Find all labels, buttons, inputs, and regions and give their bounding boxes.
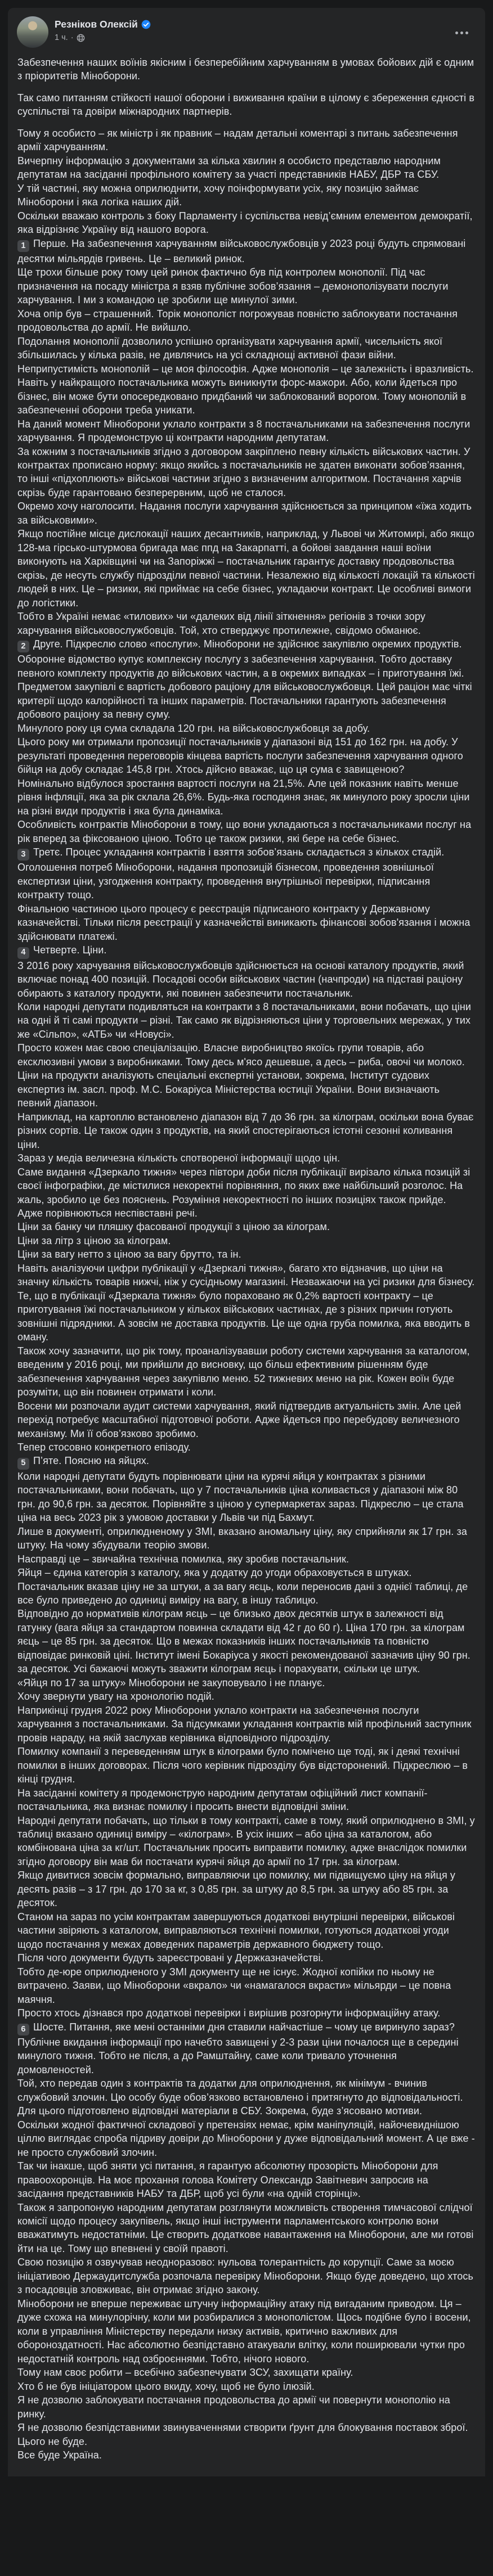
post-paragraph — [17, 182, 476, 209]
post-paragraph — [17, 417, 476, 445]
post-paragraph — [17, 1814, 476, 1869]
paragraph-text: Так чи інакше, щоб зняти усі питання, я гарантую абсолютну прозорість Міноборони для правоохоронців. На моє прохання голова Комітету Олександр Завітневич запросив на засідання представників НАБУ та ДБР, щоб усі були «на одній сторінці». — [17, 2160, 438, 2200]
post-paragraph — [17, 1344, 476, 1399]
paragraph-text: Хоча опір був – страшенний. Торік монополіст погрожував повністю заблокувати постачання продовольства до армії. Не вийшло. — [17, 308, 458, 334]
post-paragraph — [17, 1248, 476, 1261]
keycap-number-icon: 6 — [17, 2024, 29, 2035]
post-paragraph — [17, 1151, 476, 1165]
paragraph-text: Те, що в публікації «Дзеркала тижня» було пораховано як 0,2% вартості контракту – це приготування їжі постачальником у кількох військових частинах, де з різних причин готують зовнішні підрядники. А зовсім не доставка продуктів. Це ще одна груба помилка, яка вводить в оману. — [17, 1290, 470, 1343]
post-paragraph — [17, 2159, 476, 2200]
post-paragraph — [17, 1399, 476, 1440]
post-paragraph — [17, 1676, 476, 1690]
paragraph-text: Народні депутати побачать, що тільки в тому контракті, саме в тому, який оприлюднено в ЗМІ, у таблиці вказано одиниці виміру – «кілограм». В усіх інших – або ціна за каталогом, або комбінована ціна за кг/шт. Постачальник просить виправити помилку, адже внаслідок помилки згідно договору він мав би постачати курячі яйця до армії по 17 грн. за кілограм. — [17, 1814, 475, 1867]
post-menu-button[interactable] — [451, 27, 473, 39]
post-paragraph — [17, 237, 476, 266]
paragraph-text: Четверте. Ціни. — [33, 944, 107, 956]
paragraph-text: На засіданні комітету я продемонструю народним депутатам офіційний лист компанії-постачальника, яка визнає помилку і просить внести відповідні зміни. — [17, 1787, 428, 1813]
post-paragraph — [17, 2077, 476, 2118]
paragraph-text: Адже порівнюються неспівставні речі. — [17, 1208, 198, 1219]
paragraph-text: Подолання монополії дозволило успішно організувати харчування армії, чисельність якої збільшилась у кілька разів, не дивлячись на усі складнощі активної фази війни. — [17, 335, 443, 361]
post-meta — [55, 33, 151, 42]
verified-badge-icon — [141, 20, 151, 29]
paragraph-text: Я не дозволю безпідставними звинуваченнями створити ґрунт для блокування поставок зброї. — [17, 2422, 468, 2434]
paragraph-text: Відповідно до нормативів кілограм яєць – це близько двох десятків штук в залежності від гатунку (вага яйця за стандартом повинна складати від 42 г до 60 г). Ціна 170 грн. за кілограм яєць – це 85 грн. за десяток. Що в межах показників інших постачальників та повністю відповідає ринковій ціні. Інститут імені Бокаріуса у якості рекомендованої зазначив ціну 90 грн. за десяток. Усі бажаючі можуть зважити кілограм яєць і порахувати, скільки це штук. — [17, 1608, 470, 1675]
paragraph-text: Свою позицію я озвучував неодноразово: нульова толерантність до корупції. Саме за моєю ініціативою Держаудитслужба розпочала перевірку Міноборони. Якщо буде доведено, що хтось з посадовців зловживає, він отримає згідно закону. — [17, 2257, 473, 2296]
post-paragraph — [17, 845, 476, 902]
post-paragraph — [17, 1965, 476, 2006]
globe-icon — [77, 34, 85, 42]
post-header — [8, 8, 485, 52]
paragraph-text: Якщо дивитися зовсім формально, виправляючи цю помилку, ми підвищуємо ціну на яйця у десять разів – з 17 грн. до 170 за кг, з 0,85 грн. за штуку до 8,5 грн. за штуку або 85 грн. за десяток. — [17, 1870, 456, 1909]
post-paragraph — [17, 1262, 476, 1289]
paragraph-text: «Яйця по 17 за штуку» Міноборони не закуповувало і не планує. — [17, 1677, 325, 1688]
post-paragraph — [17, 2393, 476, 2421]
paragraph-text: Вичерпну інформацію з документами за кілька хвилин я особисто представлю народним депутатам на засіданні профільного комітету за участі представників НАБУ, ДБР та СБУ. — [17, 155, 441, 181]
post-paragraph — [17, 610, 476, 637]
paragraph-text: Ще трохи більше року тому цей ринок фактично був під контролем монополії. Під час призначення на посаду міністра я взяв публічне зобов’язання – демонополізувати послуги харчування. І ми з командою це зробили ще минулої зими. — [17, 267, 449, 306]
paragraph-text: Ціни за вагу нетто з ціною за вагу брутто, та ін. — [17, 1249, 241, 1260]
paragraph-text: Коли народні депутати подивляться на контракти з 8 постачальниками, вони побачать, що ціни на одні й ті самі продукти – різні. Так само як відрізняються ціни у торговельних мережах, у тих же «Сільпо», «АТБ» чи «Новусі». — [17, 1001, 472, 1040]
paragraph-text: Просто кожен має свою спеціалізацію. Власне виробництво якоїсь групи товарів, або ексклюзивні умови з виробниками. Тому десь м'ясо дешевше, а десь – риба, овочі чи молоко. — [17, 1042, 465, 1068]
post-paragraph — [17, 2020, 476, 2035]
post-paragraph — [17, 735, 476, 776]
paragraph-text: Восени ми розпочали аудит системи харчування, який підтвердив актуальність змін. Але цей перехід потребує масштабної підготовчої роботи. Адже йдеться про перебудову величезного механізму. Ми її обов’язково зробимо. — [17, 1400, 461, 1439]
paragraph-text: Особливість контрактів Міноборони в тому, що вони укладаються з постачальниками послуг на рік вперед за фіксованою ціною. Тобто це також ризики, які бере на себе бізнес. — [17, 819, 472, 844]
paragraph-text: Шосте. Питання, яке мені останніми дня ставили найчастіше – чому це виринуло зараз? — [33, 2021, 455, 2033]
post-paragraph — [17, 2421, 476, 2434]
paragraph-text: Оскільки жодної фактичної складової у претензіях немає, крім маніпуляцій, найочевиднішою ціллю виглядає спроба підриву довіри до Міноборони у дуже відповідальний момент. А це вже - не просто службовий злочин. — [17, 2119, 475, 2158]
paragraph-text: Фінальною частиною цього процесу є реєстрація підписаного контракту у Державному казначействі. Тільки після реєстрації у казначействі виникають фінансові зобов'язання і можна здійснювати платежі. — [17, 903, 470, 942]
post-paragraph — [17, 902, 476, 943]
post-paragraph — [17, 1607, 476, 1676]
paragraph-text: Публічне вкидання інформації про начебто завищені у 2-3 рази ціни почалося ще в середині минулого тижня. Тобто не після, а до Рамштайну, саме коли тривало уточнення домовленостей. — [17, 2036, 459, 2075]
post-timestamp[interactable]: 1 ч. — [55, 33, 68, 42]
paragraph-text: Наприкінці грудня 2022 року Міноборони уклало контракти на забезпечення послуги харчування з постачальниками. За підсумками укладання контрактів мій профільний заступник провів нараду, на якій заслухав керівника відповідного підрозділу. — [17, 1704, 472, 1744]
paragraph-text: Все буде Україна. — [17, 2449, 102, 2461]
paragraph-text: Яйця – єдина категорія з каталогу, яка у додатку до угоди обраховується в штуках. — [17, 1567, 412, 1579]
paragraph-text: Ціни за літр з ціною за кілограм. — [17, 1235, 171, 1246]
post-paragraph — [17, 1440, 476, 1454]
paragraph-text: Навіть аналізуючи цифри публікації у «Дзеркалі тижня», багато хто відзначив, що ціни на значну кількість товарів нижчі, ніж у сусідньому магазині. Незважаючи на усі ризики для бізнесу. — [17, 1262, 475, 1288]
paragraph-text: Неприпустимість монополій – це моя філософія. Адже монополія – це залежність і вразливість. Навіть у найкращого постачальника можуть виникнути форс-мажори. Або, коли йдеться про бізнес, він може бути опосередковано придбаний чи заблокований ворогом. Тому монополій в забезпеченні оборони треба уникати. — [17, 363, 474, 416]
post-paragraph — [17, 1206, 476, 1220]
post-paragraph — [17, 1951, 476, 1965]
author-name[interactable]: Резніков Олексій — [55, 19, 138, 30]
post-paragraph — [17, 959, 476, 1000]
paragraph-text: Тому нам своє робити – всебічно забезпечувати ЗСУ, захищати країну. — [17, 2367, 353, 2379]
post-paragraph — [17, 1786, 476, 1814]
paragraph-text: Міноборони не вперше переживає штучну інформаційну атаку під вигаданим приводом. Ця – дуже схожа на минулорічну, коли ми розбиралися з монополістом. Щось подібне було і восени, коли в управління Міністерству передали низку активів, критично важливих для обороноздатності. Нас абсолютно безпідставно атакували влітку, коли поширювали чутки про недостатній контроль над озброєннями. Тобто, нічого нового. — [17, 2298, 471, 2365]
post-paragraph — [17, 680, 476, 721]
post-paragraph — [17, 777, 476, 818]
post-paragraph — [17, 2297, 476, 2366]
paragraph-text: Зараз у медіа величезна кількість спотвореної інформації щодо цін. — [17, 1152, 340, 1164]
post-paragraph — [17, 1234, 476, 1248]
keycap-number-icon: 4 — [17, 947, 29, 959]
keycap-number-icon: 5 — [17, 1458, 29, 1470]
post-paragraph — [17, 2118, 476, 2159]
post-body — [8, 52, 485, 2462]
meta-separator: · — [70, 33, 74, 42]
paragraph-text: Цього року ми отримали пропозиції постачальників у діапазоні від 151 до 162 грн. на добу. У результаті проведення переговорів кінцева вартість послуги забезпечення харчування одного бійця на добу складає 145,8 грн. Хтось дійсно вважає, що ця сума є завищеною? — [17, 736, 463, 776]
paragraph-text: Хочу звернути увагу на хронологію подій. — [17, 1691, 214, 1703]
keycap-number-icon: 3 — [17, 849, 29, 861]
post-paragraph — [17, 2006, 476, 2020]
post-paragraph — [17, 2201, 476, 2256]
paragraph-text: Лише в документі, оприлюдненому у ЗМІ, вказано аномальну ціну, яку сприйняли як 17 грн. за штуку. На чому збудували теорію змови. — [17, 1525, 467, 1551]
post-paragraph — [17, 307, 476, 335]
post-paragraph — [17, 56, 476, 83]
post-paragraph — [17, 91, 476, 119]
paragraph-text: Той, хто передав один з контрактів та додатки для оприлюднення, як мінімум - вчинив службовий злочин. Цю особу буде обов’язково встановлено і притягнуто до відповідальності. Для цього підготовлено відповідні матеріали в СБУ. Зокрема, буде з’ясовано мотиви. — [17, 2078, 463, 2117]
post-paragraph — [17, 2435, 476, 2448]
ellipsis-icon — [455, 31, 468, 34]
post-header-text — [55, 16, 151, 42]
paragraph-text: Помилку компанії з переведенням штук в кілограми було помічено ще тоді, як і деякі технічні помилки в інших договорах. Після чого керівник підрозділу був відсторонений. Підкреслюю – в кінці грудня. — [17, 1746, 468, 1785]
post-paragraph — [17, 1000, 476, 1041]
paragraph-text: За кожним з постачальників згідно з договором закріплено певну кількість військових частин. У контрактах прописано норму: якщо якийсь з постачальників не здатен виконати зобов’язання, то інші «підхоплюють» військові частини згідно з визначеним алгоритмом. Постачання харчів скрізь буде гарантовано безперервним, щоб не сталося. — [17, 445, 470, 498]
paragraph-text: Хто б не був ініціатором цього вкиду, хочу, щоб не було ілюзій. — [17, 2380, 315, 2392]
paragraph-text: Я не дозволю заблокувати постачання продовольства до армії чи повернути монополію на ринку. — [17, 2394, 450, 2420]
post-paragraph — [17, 209, 476, 237]
paragraph-text: Саме видання «Дзеркало тижня» через півтори доби після публікації вирізало кілька позицій зі своєї інфографіки, де містилися некоректні порівняння, по яких вже найбільший розголос. На жаль, зробило це без пояснень. Розуміння некоректності по інших позиціях також прийде. — [17, 1166, 470, 1205]
paragraph-text: Тому я особисто – як міністр і як правник – надам детальні коментарі з питань забезпечення армії харчуванням. — [17, 127, 458, 153]
post-paragraph — [17, 1552, 476, 1566]
paragraph-text: Просто хтось дізнався про додаткові перевірки і вирішив розгорнути інформаційну атаку. — [17, 2007, 441, 2019]
paragraph-text: П’яте. Поясню на яйцях. — [33, 1455, 149, 1467]
paragraph-text: Коли народні депутати будуть порівнювати ціни на курячі яйця у контрактах з різними постачальниками, вони побачать, що у 7 постачальників ціна коливається у діапазоні між 80 грн. до 90,6 грн. за десяток. Порівняйте з ціною у супермаркетах зараз. Підкреслю – це стала ціна на весь 2023 рік з умовою доставки у Львів чи під Бахмут. — [17, 1470, 464, 1524]
post-paragraph — [17, 2035, 476, 2077]
post-paragraph — [17, 1525, 476, 1552]
post-paragraph — [17, 362, 476, 417]
paragraph-text: Окремо хочу наголосити. Надання послуги харчування здійснюється за принципом «їжа ходить за військовими». — [17, 501, 472, 526]
post-paragraph — [17, 637, 476, 680]
paragraph-text: Тобто де-юре оприлюдненого у ЗМІ документу ще не існує. Жодної копійки по ньому не витрачено. Заяви, що Міноборони «вкрало» чи «намагалося вкрасти» мільярди – це повна маячня. — [17, 1966, 451, 2005]
paragraph-text: Також я запропоную народним депутатам розглянути можливість створення тимчасової слідчої комісії щодо процесу закупівель, якщо інші інструменти парламентського контролю вони вважатимуть недостатніми. Це створить додаткове навантаження на Міноборони, але ми готові йти на це. Тому що впевнені у своїй правоті. — [17, 2201, 474, 2254]
post-paragraph — [17, 2380, 476, 2393]
post-paragraph — [17, 265, 476, 307]
post-paragraph — [17, 2448, 476, 2462]
post-paragraph — [17, 1868, 476, 1910]
paragraph-text: Станом на зараз по усім контрактам завершуються додаткові внутрішні перевірки, військові частини звіряють з каталогом, виправляються технічні помилки, готуються додаткові угоди щодо постачання у межах доведених параметрів державного бюджету тощо. — [17, 1911, 455, 1950]
paragraph-text: Друге. Підкреслю слово «послуги». Міноборони не здійснює закупівлю окремих продуктів. Оборонне відомство купує комплексну послугу з забезпечення харчування. Тобто доставку певного комплекту продуктів до військових частин, а в окремих випадках – і приготування їжі. — [17, 638, 464, 679]
post-paragraph — [17, 1690, 476, 1703]
post-paragraph — [17, 499, 476, 527]
paragraph-text: Номінально відбулося зростання вартості послуги на 21,5%. Але цей показник навіть менше рівня інфляції, яка за рік склала 26,6%. Будь-яка господиня знає, як минулого року зросли ціни на різні види продуктів і яка була динаміка. — [17, 777, 470, 817]
post-paragraph — [17, 335, 476, 362]
paragraph-text: Перше. На забезпечення харчуванням військовослужбовців у 2023 році будуть спрямовані десятки мільярдів гривень. Це – великий ринок. — [17, 237, 466, 264]
post-paragraph — [17, 1704, 476, 1745]
paragraph-text: На даний момент Міноборони уклало контракти з 8 постачальниками на забезпечення послуги харчування. Я продемонструю ці контракти народним депутатам. — [17, 418, 470, 444]
post-paragraph — [17, 527, 476, 610]
paragraph-text: Оскільки вважаю контроль з боку Парламенту і суспільства невід’ємним елементом демократії, яка відрізняє Україну від нашого ворога. — [17, 210, 473, 236]
post-paragraph — [17, 818, 476, 845]
post-card — [8, 8, 485, 2476]
paragraph-text: У тій частині, яку можна оприлюднити, хочу поінформувати усіх, яку позицію займає Міноборони і яка логіка наших дій. — [17, 182, 419, 208]
post-paragraph — [17, 1454, 476, 1469]
post-paragraph — [17, 1745, 476, 1786]
post-paragraph — [17, 1165, 476, 1206]
post-paragraph — [17, 1580, 476, 1607]
post-paragraph — [17, 154, 476, 182]
post-paragraph — [17, 1041, 476, 1069]
post-paragraph — [17, 127, 476, 154]
paragraph-text: Наприклад, на картоплю встановлено діапазон від 7 до 36 грн. за кілограм, оскільки вона буває різних сортів. Це також один з продуктів, на який спостерігаються істотні сезонні коливання ціни. — [17, 1111, 474, 1150]
post-paragraph — [17, 1110, 476, 1151]
post-paragraph — [17, 722, 476, 735]
post-paragraph — [17, 1069, 476, 1110]
post-paragraph — [17, 1220, 476, 1233]
paragraph-text: Тепер стосовно конкретного епізоду. — [17, 1441, 191, 1453]
post-paragraph — [17, 943, 476, 958]
paragraph-text: Постачальник вказав ціну не за штуки, а за вагу яєць, коли переносив дані з однієї таблиці, де все було приведено до одиниці виміру на вагу, в іншу таблицю. — [17, 1580, 468, 1606]
paragraph-text: Предметом закупівлі є вартість добового раціону для військовослужбовця. Цей раціон має чіткі критерії щодо калорійності та інших параметрів. Постачальники гарантують забезпечення добового раціону за певну суму. — [17, 681, 472, 720]
paragraph-text: Минулого року ця сума складала 120 грн. на військовослужбовця за добу. — [17, 722, 370, 734]
keycap-number-icon: 1 — [17, 240, 29, 252]
paragraph-text: Забезпечення наших воїнів якісним і безперебійним харчуванням в умовах бойових дій є одним з пріоритетів Міноборони. — [17, 57, 474, 82]
post-paragraph — [17, 1566, 476, 1579]
post-paragraph — [17, 1470, 476, 1525]
post-paragraph — [17, 2366, 476, 2379]
paragraph-text: Третє. Процес укладання контрактів і взяття зобов’язань складається з кількох стадій. Оголошення потреб Міноборони, надання пропозицій бізнесом, проведення зовнішньої експертизи ціни, узгодження контракту, проведення внутрішньої перевірки, підписання контракту тощо. — [17, 846, 445, 901]
paragraph-text: З 2016 року харчування військовослужбовців здійснюється на основі каталогу продуктів, який включає понад 400 позицій. Посадові особи військових частин (начпроди) на підставі раціону обирають з каталогу продукти, які повинен забезпечити постачальник. — [17, 960, 464, 999]
post-paragraph — [17, 1289, 476, 1344]
paragraph-text: Тобто в Україні немає «тилових» чи «далеких від лінії зіткнення» регіонів з точки зору харчування військовослужбовців. Той, хто стверджує протилежне, свідомо обманює. — [17, 611, 425, 636]
paragraph-text: Якщо постійне місце дислокації наших десантників, наприклад, у Львові чи Житомирі, або якщо 128-ма гірсько-штурмова бригада має ппд на Закарпатті, а бойові завдання наші воїни виконують на Харківщині чи на Запоріжжі – постачальник гарантує доставку продовольства скрізь, де несуть службу підрозділи певної частини. Незалежно від кількості локацій та кількості людей в них. Це – ризики, які приймає на себе бізнес, укладаючи контракт. Це особливі вимоги до логістики. — [17, 528, 475, 609]
paragraph-text: Насправді це – звичайна технічна помилка, яку зробив постачальник. — [17, 1553, 349, 1565]
paragraph-text: Ціни за банку чи пляшку фасованої продукції з ціною за кілограм. — [17, 1221, 330, 1233]
post-paragraph — [17, 2255, 476, 2296]
paragraph-text: Ціни на продукти аналізують спеціальні експертні установи, зокрема, Інститут судових експертиз ім. засл. проф. М.С. Бокаріуса Міністерства юстиції України. Вони визначають певний діапазон. — [17, 1070, 440, 1109]
paragraph-text: Після чого документи будуть зареєстровані у Держказначействі. — [17, 1952, 324, 1964]
post-paragraph — [17, 1910, 476, 1951]
paragraph-text: Цього не буде. — [17, 2435, 88, 2447]
post-paragraph — [17, 445, 476, 500]
paragraph-text: Так само питанням стійкості нашої оборони і виживання країни в цілому є збереження єдності в суспільстві та довіри міжнародних партнерів. — [17, 92, 474, 118]
paragraph-text: Також хочу зазначити, що рік тому, проаналізувавши роботу системи харчування за каталогом, введеним у 2016 році, ми прийшли до висновку, що більш ефективним рішенням буде забезпечення харчування через закупівлю меню. 52 тижневих меню на рік. Кожен воїн буде розуміти, що він повинен отримати і коли. — [17, 1345, 470, 1398]
avatar[interactable] — [17, 16, 48, 48]
keycap-number-icon: 2 — [17, 641, 29, 652]
